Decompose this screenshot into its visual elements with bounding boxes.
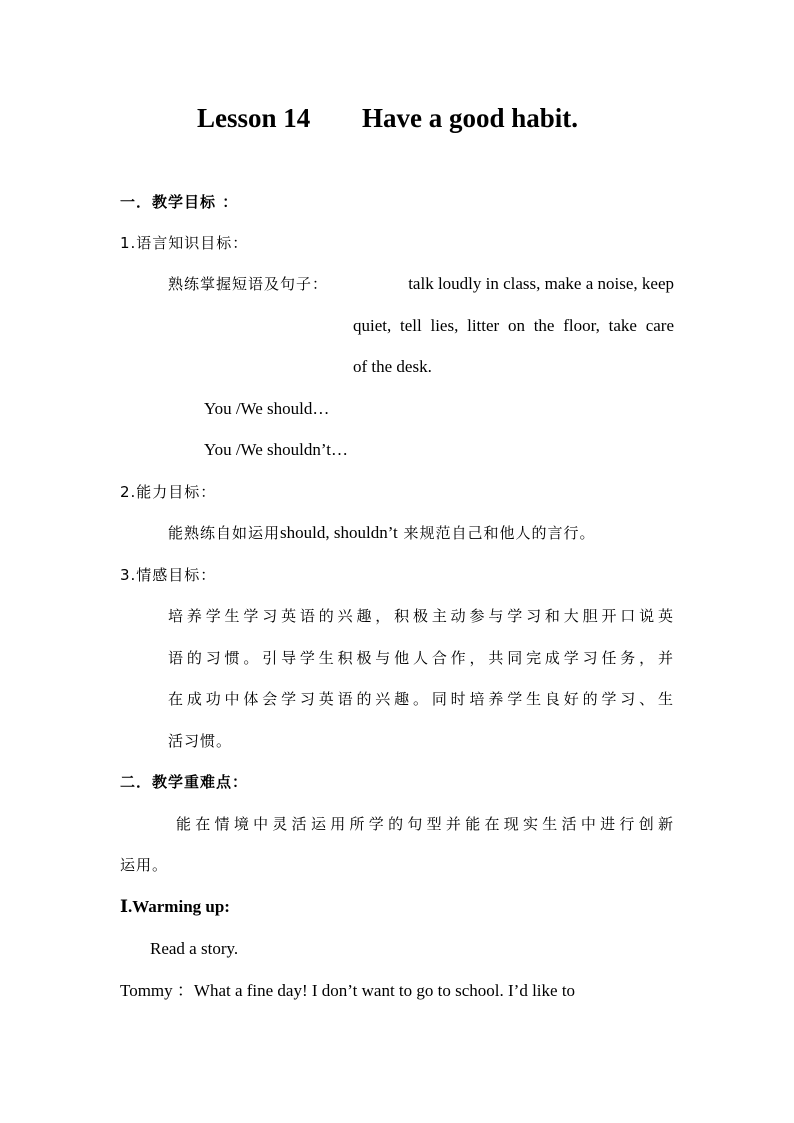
- section1-heading: 一．教学目标 ：: [120, 193, 239, 211]
- item1-phrases-line3: of the desk.: [353, 357, 432, 376]
- item1-first-line: [168, 273, 674, 295]
- section2-line2: 运用。: [120, 856, 169, 874]
- item3-line3: 在成功中体会学习英语的兴趣。同时培养学生良好的学习、生: [168, 690, 674, 708]
- item2-text-post: 来规范自己和他人的言行。: [397, 524, 596, 542]
- item2-text-pre: 能熟练自如运用: [168, 524, 281, 542]
- item3-line4: 活习惯。: [168, 732, 233, 750]
- item3-label: 3.情感目标：: [120, 566, 217, 584]
- read-a-story: Read a story.: [150, 939, 239, 958]
- section2-heading: 二．教学重难点：: [120, 773, 249, 791]
- item2-text-en: should, shouldn’t: [280, 523, 398, 542]
- item2-text: [168, 522, 596, 544]
- item1-lead: 熟练掌握短语及句子：: [168, 275, 329, 293]
- item1-phrases-line2: quiet, tell lies, litter on the floor, take care: [353, 316, 674, 335]
- item2-label: 2.能力目标：: [120, 483, 217, 501]
- item1-label: 1.语言知识目标：: [120, 234, 249, 252]
- item1-phrases-line1: talk loudly in class, make a noise, keep: [408, 274, 674, 293]
- lesson-title: Have a good habit.: [362, 103, 579, 133]
- pattern-should: You /We should…: [204, 399, 330, 418]
- tommy-dialogue: Tommy ：What a fine day! I don’t want to go to school. I’d like to: [120, 981, 576, 1000]
- pattern-shouldnt: You /We shouldn’t…: [204, 440, 348, 459]
- lesson-number: Lesson 14: [197, 103, 311, 133]
- item3-line2: 语的习惯。引导学生积极与他人合作，共同完成学习任务，并: [168, 649, 674, 667]
- warming-up-heading: Ⅰ.Warming up:: [120, 897, 230, 916]
- section2-line1: 能在情境中灵活运用所学的句型并能在现实生活中进行创新: [176, 815, 674, 833]
- item3-line1: 培养学生学习英语的兴趣，积极主动参与学习和大胆开口说英: [168, 607, 674, 625]
